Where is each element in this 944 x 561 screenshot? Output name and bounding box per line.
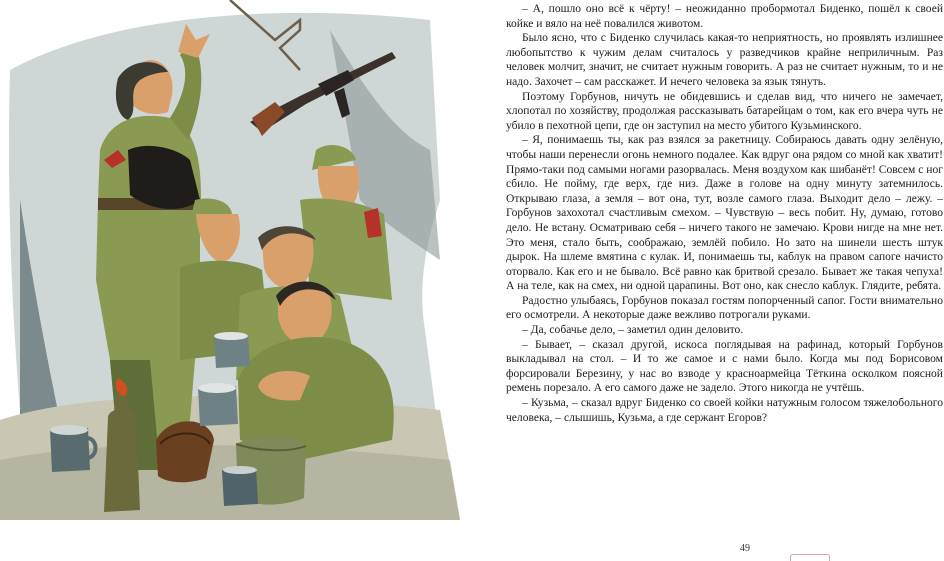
paragraph: – Я, понимаешь ты, как раз взялся за ракетницу. Собираюсь давать одну зелёную, чтобы наши перенесли огонь немного подалее. Как вдруг она рядом со мной как хватит! Прямо-таки под самыми ногами разорвалась. Меня воздухом как шибанёт! Совсем с ног сбило. Не пойму, где верх, где низ. Даже в голове на одну минуту затемнилось. Открываю глаза, а земля – вот она, тут, возле самого глаза. Выходит дело – лежу. – Горбунов захохотал счастливым смехом. – Чувствую – весь побит. Ну, думаю, готово дело. Не встану. Осматриваю себя – ничего такого не замечаю. Крови нигде на мне нет. Это меня, стало быть, соображаю, землёй побило. Но зато на шинели шесть штук дырок. На шлеме вмятина с кулак. И, понимаешь ты, каблук на правом сапоге начисто оторвало. Как его и не бывало. Всё равно как бритвой срезало. Бывает же такая чепуха! А на теле, как на смех, ни одной царапины. Вот оно, как снесло каблук. Глядите, ребята. [506, 134, 943, 293]
paragraph: – Кузьма, – сказал вдруг Биденко со своей койки натужным голосом тяжелобольного человека, – слышишь, Кузьма, а где сержант Егоров? [506, 397, 943, 424]
paragraph: – Бывает, – сказал другой, искоса поглядывая на рафинад, который Горбунов выкладывал на стол. – И то же самое и с нами было. Когда мы под Борисовом форсировали Березину, у нас во взводе у красноармейца Тёткина осколком поясной ремень порезало. А его самого даже не задело. Этого никогда не учтёшь. [506, 338, 943, 395]
paragraph: Поэтому Горбунов, ничуть не обидевшись и сделав вид, что ничего не замечает, хлопотал по хозяйству, продолжая рассказывать батарейцам о том, как его вчера чуть не убило в пехотной цепи, где он заступил на место убитого Кузьминского. [506, 90, 943, 132]
bread [156, 421, 214, 482]
paragraph: Радостно улыбаясь, Горбунов показал гостям попорченный сапог. Гости внимательно его осмотрели. А некоторые даже вежливо потрогали руками. [506, 294, 943, 322]
paragraph: Было ясно, что с Биденко случилась какая-то неприятность, но проявлять излишнее любопытство к чужим делам считалось у разведчиков крайне неприличным. Раз человек молчит, значит, не считает нужным говорить. А раз не считает нужным, то и не надо. Захочет – сам расскажет. И нечего человека за язык тянуть. [506, 32, 943, 88]
paragraph: – А, пошло оно всё к чёрту! – неожиданно пробормотал Биденко, пошёл к своей койке и вяло на неё повалился животом. [506, 3, 943, 30]
mug-right [222, 466, 258, 506]
mug-center [198, 383, 238, 426]
illustration [0, 0, 470, 560]
soldiers-illustration [0, 0, 470, 560]
page-number: 49 [740, 543, 750, 554]
text-column [506, 2, 943, 527]
mug-back [214, 332, 250, 368]
paragraph: – Да, собачье дело, – заметил один деловито. [522, 324, 744, 337]
